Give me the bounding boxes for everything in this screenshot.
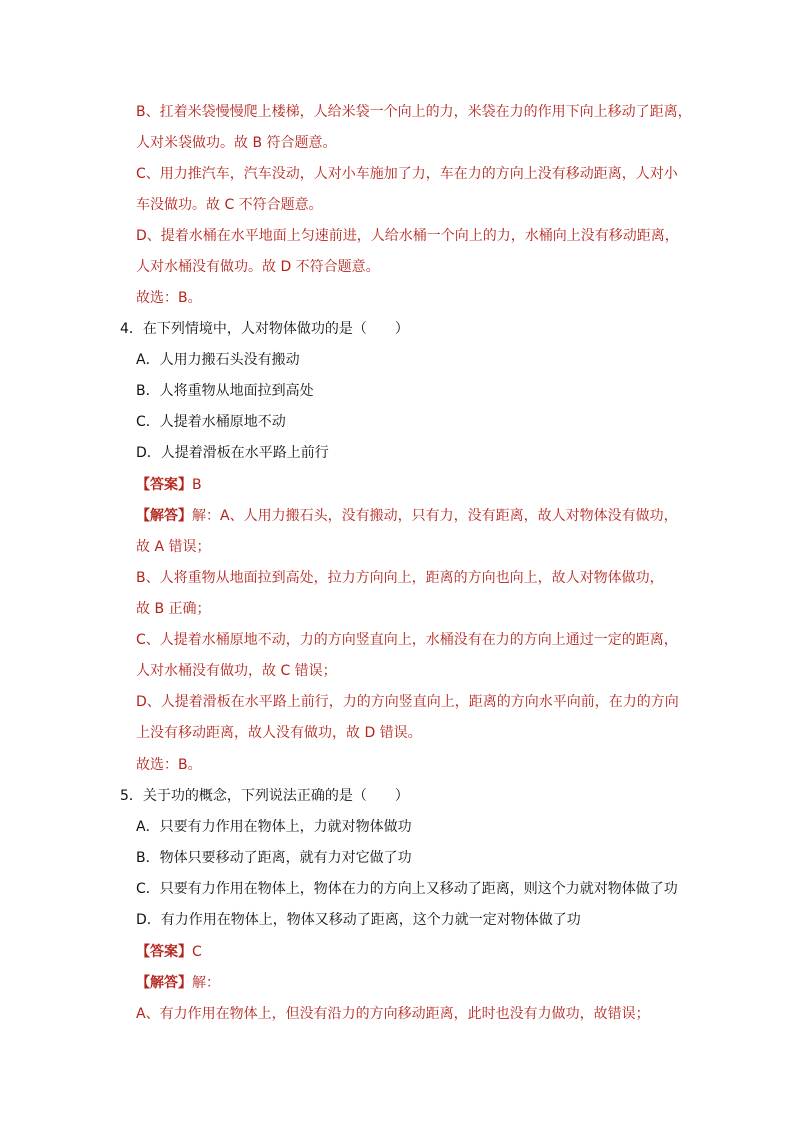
q4-analysis-a-line1-row bbox=[136, 506, 678, 526]
q3-analysis-b-line1: B、扛着米袋慢慢爬上楼梯，人给米袋一个向上的力，米袋在力的作用下向上移动了距离， bbox=[136, 104, 692, 120]
q4-option-b: B．人将重物从地面拉到高处 bbox=[136, 383, 314, 399]
q5-answer-label: 【答案】 bbox=[136, 944, 192, 960]
q5-option-a: A．只要有力作用在物体上，力就对物体做功 bbox=[136, 819, 412, 835]
q5-stem: 5．关于功的概念，下列说法正确的是（ ） bbox=[120, 788, 409, 804]
q4-answer-label: 【答案】 bbox=[136, 477, 192, 493]
q4-analysis-a-line2: 故 A 错误； bbox=[136, 539, 211, 555]
q4-option-c: C．人提着水桶原地不动 bbox=[136, 414, 286, 430]
q5-answer-value: C bbox=[192, 944, 202, 960]
q3-analysis-c-line1: C、用力推汽车，汽车没动，人对小车施加了力，车在力的方向上没有移动距离，人对小 bbox=[136, 166, 678, 182]
q4-analysis-a-line1: 解：A、人用力搬石头，没有搬动，只有力，没有距离，故人对物体没有做功， bbox=[192, 508, 678, 524]
q5-answer-row bbox=[136, 942, 202, 962]
q5-analysis-intro: 解： bbox=[192, 975, 220, 991]
q5-analysis-label: 【解答】 bbox=[136, 975, 192, 991]
q4-analysis-b-line1: B、人将重物从地面拉到高处，拉力方向向上，距离的方向也向上，故人对物体做功， bbox=[136, 570, 664, 586]
q4-option-a: A．人用力搬石头没有搬动 bbox=[136, 352, 300, 368]
q4-stem: 4．在下列情境中，人对物体做功的是（ ） bbox=[120, 321, 409, 337]
q4-option-d: D．人提着滑板在水平路上前行 bbox=[136, 445, 329, 461]
q3-analysis-b-line2: 人对米袋做功。故 B 符合题意。 bbox=[136, 135, 337, 151]
q4-analysis-label: 【解答】 bbox=[136, 508, 192, 524]
q5-option-c: C．只要有力作用在物体上，物体在力的方向上又移动了距离，则这个力就对物体做了功 bbox=[136, 881, 678, 897]
q5-analysis-intro-row bbox=[136, 973, 220, 993]
q5-option-b: B．物体只要移动了距离，就有力对它做了功 bbox=[136, 850, 412, 866]
q4-answer-row bbox=[136, 475, 202, 495]
q3-analysis-d-line2: 人对水桶没有做功。故 D 不符合题意。 bbox=[136, 259, 380, 275]
q4-answer-value: B bbox=[192, 477, 202, 493]
q3-analysis-c-line2: 车没做功。故 C 不符合题意。 bbox=[136, 197, 323, 213]
q5-option-d: D．有力作用在物体上，物体又移动了距离，这个力就一定对物体做了功 bbox=[136, 912, 581, 928]
q3-analysis-d-line1: D、提着水桶在水平地面上匀速前进，人给水桶一个向上的力，水桶向上没有移动距离， bbox=[136, 228, 679, 244]
q4-analysis-b-line2: 故 B 正确； bbox=[136, 601, 211, 617]
q4-final-choice: 故选：B。 bbox=[136, 757, 202, 773]
q3-final-choice: 故选：B。 bbox=[136, 290, 202, 306]
q5-analysis-a-line1: A、有力作用在物体上，但没有沿力的方向移动距离，此时也没有力做功，故错误； bbox=[136, 1006, 650, 1022]
q4-analysis-d-line2: 上没有移动距离，故人没有做功，故 D 错误。 bbox=[136, 725, 422, 741]
q4-analysis-d-line1: D、人提着滑板在水平路上前行，力的方向竖直向上，距离的方向水平向前，在力的方向 bbox=[136, 694, 679, 710]
q4-analysis-c-line1: C、人提着水桶原地不动，力的方向竖直向上，水桶没有在力的方向上通过一定的距离， bbox=[136, 632, 678, 648]
q4-analysis-c-line2: 人对水桶没有做功，故 C 错误； bbox=[136, 663, 337, 679]
